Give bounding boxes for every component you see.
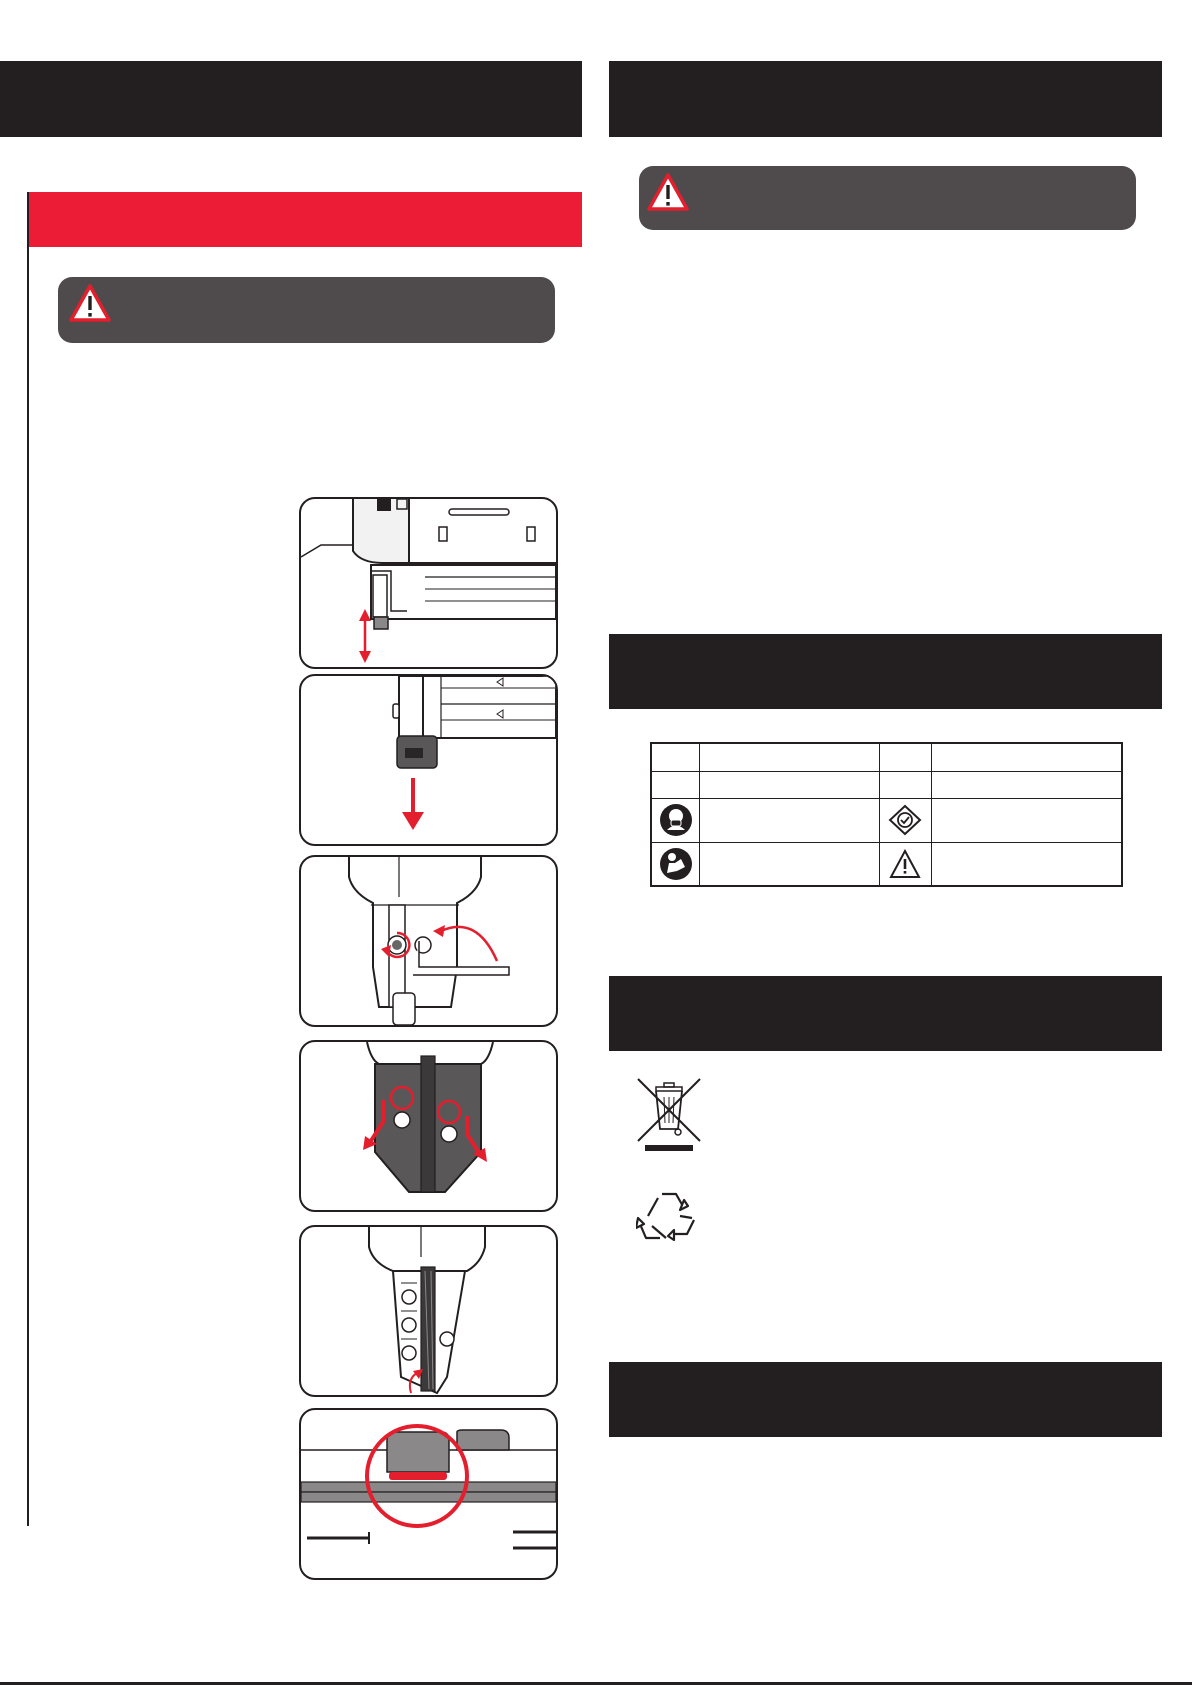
step-1-depth-adjust-figure: [299, 497, 558, 669]
respirator-mask-icon: [659, 803, 693, 837]
table-cell: [700, 798, 879, 842]
table-cell: [879, 771, 932, 798]
warning-triangle-icon: [69, 283, 111, 323]
rcm-compliance-icon: [888, 804, 922, 836]
step-4-nose-plate-remove-figure: [299, 1040, 558, 1212]
table-cell: [932, 798, 1122, 842]
right-page-header: [609, 61, 1162, 137]
recycle-icon: [636, 1186, 702, 1248]
symbols-table: [650, 742, 1123, 887]
table-cell: [700, 842, 879, 886]
step-5-driver-blade-figure: [299, 1225, 558, 1397]
step-3-hex-key-loosen-figure: [299, 855, 558, 1027]
table-cell: [651, 743, 700, 771]
read-manual-icon: [659, 847, 693, 881]
warning-triangle-icon: [647, 172, 689, 212]
crossed-out-wheelie-bin-icon: [636, 1077, 702, 1153]
caution-triangle-icon: [889, 849, 921, 879]
left-page-header: [0, 61, 582, 137]
environment-section-header: [609, 976, 1162, 1051]
table-cell: [700, 743, 879, 771]
table-cell: [651, 771, 700, 798]
left-section-title-bar: [28, 192, 582, 247]
right-warning-box: [639, 166, 1136, 230]
table-cell: [879, 842, 932, 886]
table-row: [651, 771, 1122, 798]
table-cell: [932, 743, 1122, 771]
table-cell: [932, 771, 1122, 798]
table-row: [651, 798, 1122, 842]
final-section-header: [609, 1362, 1162, 1437]
step-6-bumper-detail-figure: [299, 1408, 558, 1580]
table-cell: [700, 771, 879, 798]
table-row: [651, 842, 1122, 886]
table-cell: [879, 743, 932, 771]
table-cell: [651, 842, 700, 886]
symbols-section-header: [609, 634, 1162, 709]
table-row: [651, 743, 1122, 771]
table-cell: [651, 798, 700, 842]
step-2-nose-pull-down-figure: [299, 674, 558, 846]
left-margin-rule: [27, 192, 29, 1526]
table-cell: [879, 798, 932, 842]
table-cell: [932, 842, 1122, 886]
left-warning-box: [58, 277, 555, 343]
